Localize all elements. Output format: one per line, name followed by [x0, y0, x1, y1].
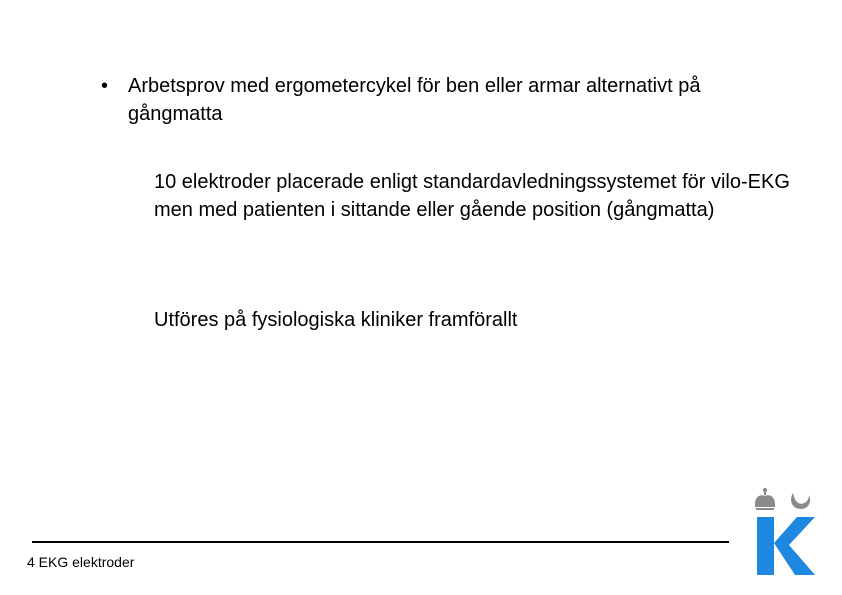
crescent-icon [791, 493, 810, 509]
bullet-text: Arbetsprov med ergometercykel för ben eller armar alternativt på gångmatta [128, 75, 701, 125]
electrode-paragraph: 10 elektroder placerade enligt standardavledningssystemet för vilo-EKG men med patienten i sittande eller gående position (gångmatta) [154, 171, 790, 221]
footer-label: 4 EKG elektroder [27, 554, 135, 570]
crown-icon [755, 488, 775, 510]
footer-divider [32, 541, 729, 543]
clinic-paragraph: Utföres på fysiologiska kliniker framförallt [154, 309, 518, 331]
k-letter-icon [757, 517, 815, 575]
bullet-marker: • [101, 75, 109, 97]
karolinska-logo-icon [751, 487, 817, 579]
